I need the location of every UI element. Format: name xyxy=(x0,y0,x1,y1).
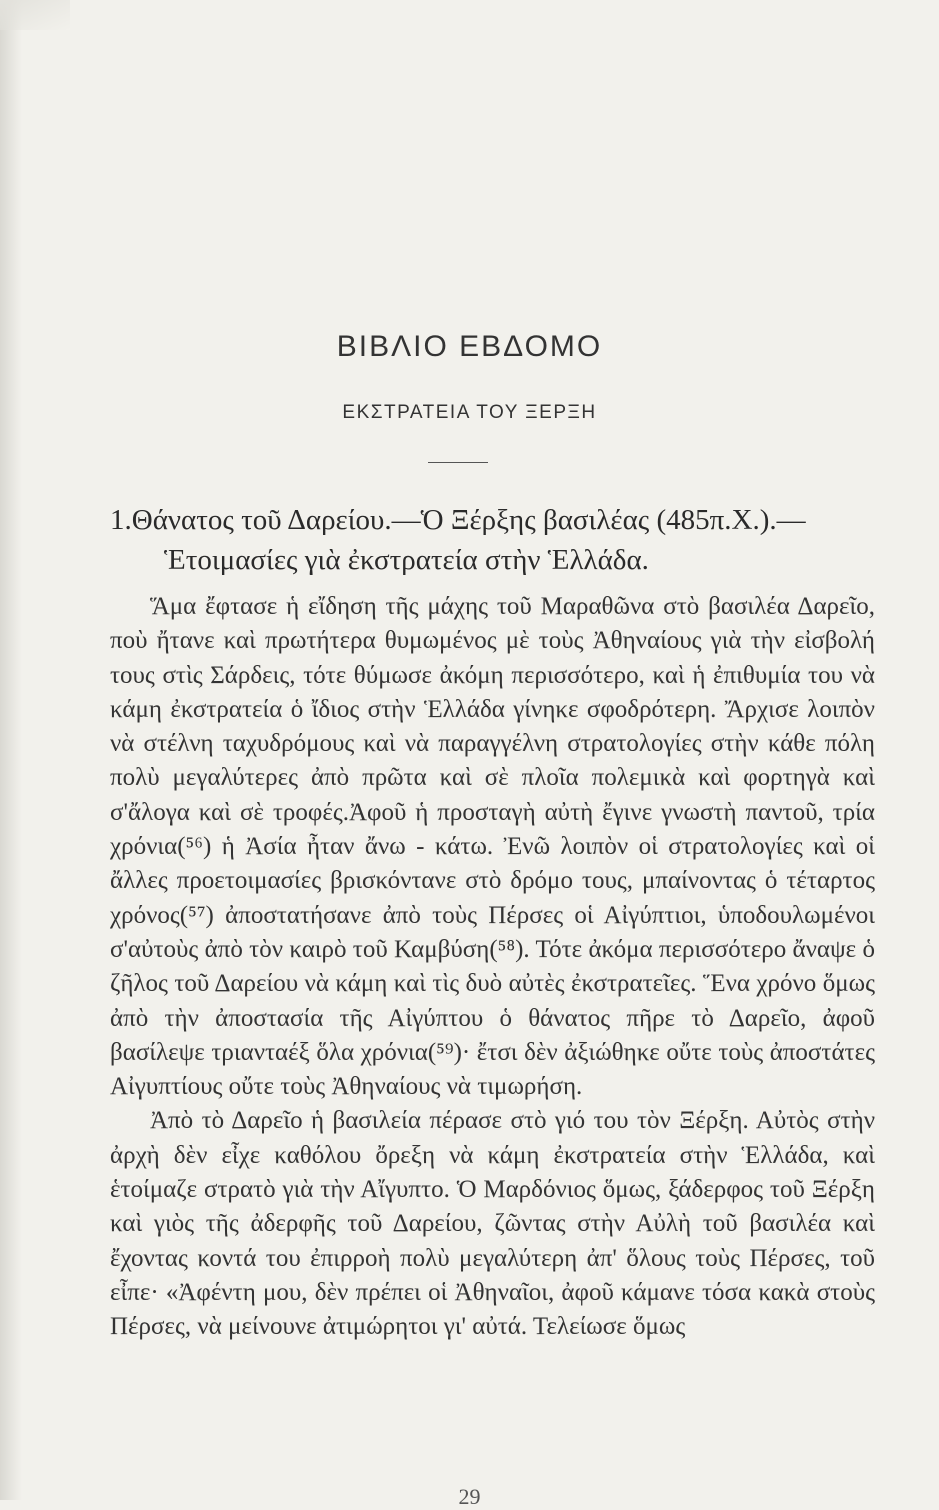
section-heading-line-1: 1.Θάνατος τοῦ Δαρείου.—Ὁ Ξέρξης βασιλέας (485π.Χ.).— xyxy=(110,504,806,536)
paragraph-1: Ἅμα ἔφτασε ἡ εἴδηση τῆς μάχης τοῦ Μαραθῶνα στὸ βασιλέα Δαρεῖο, ποὺ ἤτανε καὶ πρωτήτερα θυμωμένος μὲ τοὺς Ἀθηναίους γιὰ τὴν εἰσβολή τους στὶς Σάρδεις, τότε θύμωσε ἀκόμη περισσότερο, καὶ ἡ ἐπιθυμία του νὰ κάμη ἐκστρατεία ὁ ἴδιος στὴν Ἑλλάδα γίνηκε σφοδρότερη. Ἄρχισε λοιπὸν νὰ στέλνη ταχυδρόμους καὶ νὰ παραγγέλνη στρατολογίες στὴν κάθε πόλη πολὺ μεγαλύτερες ἀπὸ πρῶτα καὶ σὲ πλοῖα πολεμικὰ καὶ φορτηγὰ καὶ σ'ἄλογα καὶ σὲ τροφές.Ἀφοῦ ἡ προσταγὴ αὐτὴ ἔγινε γνωστὴ παντοῦ, τρία χρόνια(⁵⁶) ἡ Ἀσία ἦταν ἄνω - κάτω. Ἐνῶ λοιπὸν οἱ στρατολογίες καὶ οἱ ἄλλες προετοιμασίες βρισκόντανε στὸ δρόμο τους, μπαίνοντας ὁ τέταρτος χρόνος(⁵⁷) ἀποστατήσανε ἀπὸ τοὺς Πέρσες οἱ Αἰγύπτιοι, ὑποδουλωμένοι σ'αὐτοὺς ἀπὸ τὸν καιρὸ τοῦ Καμβύση(⁵⁸). Τότε ἀκόμα περισσότερο ἄναψε ὁ ζῆλος τοῦ Δαρείου νὰ κάμη καὶ τὶς δυὸ αὐτὲς ἐκστρατεῖες. Ἕνα χρόνο ὅμως ἀπὸ τὴν ἀποστασία τῆς Αἰγύπτου ὁ θάνατος πῆρε τὸ Δαρεῖο, ἀφοῦ βασίλεψε τριανταέξ ὅλα χρόνια(⁵⁹)· ἔτσι δὲν ἀξιώθηκε οὔτε τοὺς ἀποστάτες Αἰγυπτίους οὔτε τοὺς Ἀθηναίους νὰ τιμωρήση. xyxy=(110,593,875,1101)
book-title: ΒΙΒΛΙΟ ΕΒΔΟΜΟ xyxy=(336,330,603,363)
page-number: 29 xyxy=(458,1484,481,1509)
corner-smudge xyxy=(0,0,70,30)
section-heading-line-2: Ἑτοιμασίες γιὰ ἐκστρατεία στὴν Ἑλλάδα. xyxy=(164,544,649,576)
paragraph-2: Ἀπὸ τὸ Δαρεῖο ἡ βασιλεία πέρασε στὸ γιό του τὸν Ξέρξη. Αὐτὸς στὴν ἀρχὴ δὲν εἶχε καθόλου ὄρεξη νὰ κάμη ἐκστρατεία στὴν Ἑλλάδα, καὶ ἑτοίμαζε στρατὸ γιὰ τὴν Αἴγυπτο. Ὁ Μαρδόνιος ὅμως, ξάδερφος τοῦ Ξέρξη καὶ γιὸς τῆς ἀδερφῆς τοῦ Δαρείου, ζῶντας στὴν Αὐλὴ τοῦ βασιλέα καὶ ἔχοντας κοντά του ἐπιρροὴ πολὺ μεγαλύτερη ἀπ' ὅλους τοὺς Πέρσες, τοῦ εἶπε· «Ἀφέντη μου, δὲν πρέπει οἱ Ἀθηναῖοι, ἀφοῦ κάμανε τόσα κακὰ στοὺς Πέρσες, νὰ μείνουνε ἀτιμώρητοι γι' αὐτά. Τελείωσε ὅμως xyxy=(110,1107,875,1341)
body-text xyxy=(110,590,875,1345)
page-edge-shadow xyxy=(0,0,22,1500)
section-heading xyxy=(110,500,870,580)
title-divider xyxy=(428,462,488,463)
book-subtitle: ΕΚΣΤΡΑΤΕΙΑ ΤΟΥ ΞΕΡΞΗ xyxy=(342,402,597,423)
